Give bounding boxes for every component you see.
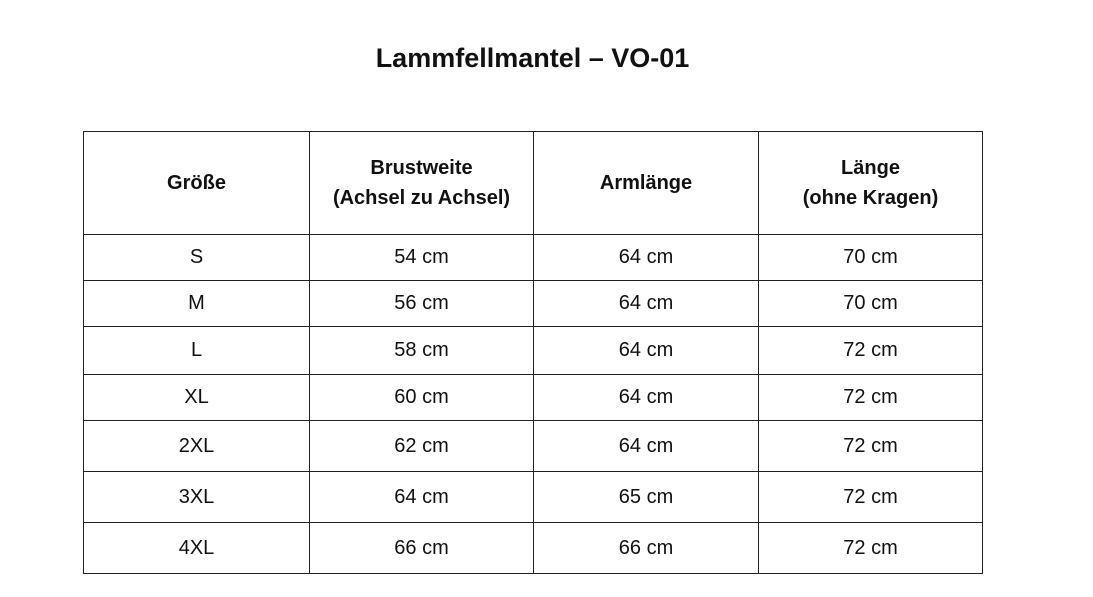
cell-length: 72 cm	[759, 523, 983, 574]
cell-length: 70 cm	[759, 235, 983, 281]
cell-sleeve: 64 cm	[534, 281, 759, 327]
table-row	[84, 375, 983, 421]
header-length-line2: (ohne Kragen)	[802, 187, 939, 209]
size-table	[83, 131, 983, 574]
table-row	[84, 472, 983, 523]
cell-size: L	[84, 327, 310, 375]
cell-size: 2XL	[84, 421, 310, 472]
cell-size: 3XL	[84, 472, 310, 523]
cell-sleeve: 64 cm	[534, 327, 759, 375]
cell-length: 72 cm	[759, 327, 983, 375]
cell-sleeve: 64 cm	[534, 235, 759, 281]
cell-length: 72 cm	[759, 375, 983, 421]
table-row	[84, 235, 983, 281]
table-row	[84, 421, 983, 472]
cell-sleeve: 64 cm	[534, 375, 759, 421]
table-row	[84, 281, 983, 327]
table-header-row	[84, 132, 983, 235]
cell-chest: 54 cm	[310, 235, 534, 281]
table-row	[84, 327, 983, 375]
cell-chest: 64 cm	[310, 472, 534, 523]
cell-size: M	[84, 281, 310, 327]
cell-length: 72 cm	[759, 421, 983, 472]
page-title: Lammfellmantel – VO-01	[375, 43, 690, 73]
cell-size: S	[84, 235, 310, 281]
header-chest	[310, 132, 534, 235]
cell-length: 72 cm	[759, 472, 983, 523]
cell-chest: 66 cm	[310, 523, 534, 574]
header-length-line1: Länge	[841, 157, 900, 179]
header-sleeve: Armlänge	[534, 132, 759, 235]
cell-size: XL	[84, 375, 310, 421]
cell-chest: 56 cm	[310, 281, 534, 327]
cell-sleeve: 64 cm	[534, 421, 759, 472]
table-row	[84, 523, 983, 574]
header-chest-line1: Brustweite	[370, 157, 473, 179]
header-length	[759, 132, 983, 235]
cell-size: 4XL	[84, 523, 310, 574]
cell-sleeve: 65 cm	[534, 472, 759, 523]
header-chest-line2: (Achsel zu Achsel)	[332, 187, 511, 209]
header-size: Größe	[84, 132, 310, 235]
cell-chest: 60 cm	[310, 375, 534, 421]
cell-length: 70 cm	[759, 281, 983, 327]
cell-chest: 58 cm	[310, 327, 534, 375]
cell-chest: 62 cm	[310, 421, 534, 472]
cell-sleeve: 66 cm	[534, 523, 759, 574]
